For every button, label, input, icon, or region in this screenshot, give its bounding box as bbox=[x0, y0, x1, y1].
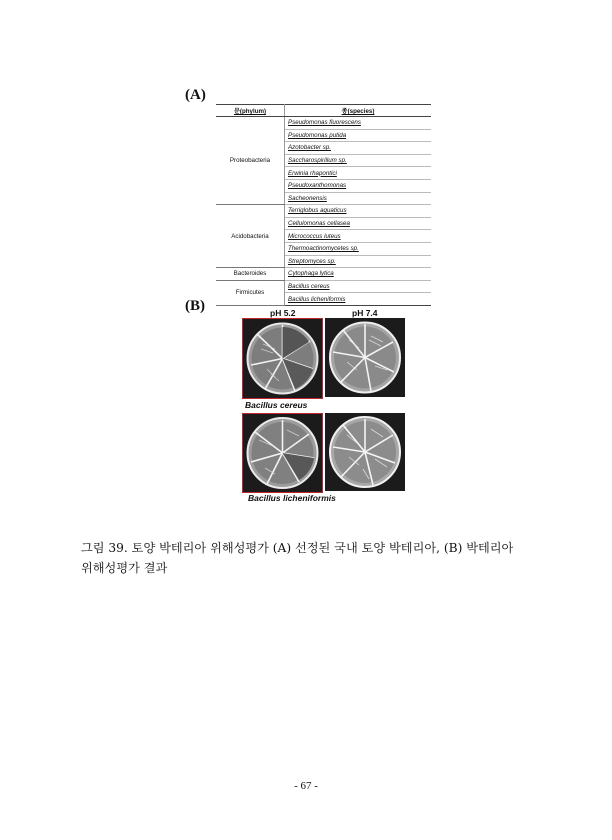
species-cell: Sacheonensis bbox=[285, 192, 432, 205]
species-cell: Cellulomonas cellasea bbox=[285, 217, 432, 230]
species-cell: Bacillus licheniformis bbox=[288, 295, 346, 303]
phylum-cell: Acidobacteria bbox=[216, 205, 285, 268]
species-cell: Micrococcus luteus bbox=[285, 230, 432, 243]
species-cell: Pseudoxanthomonas bbox=[285, 179, 432, 192]
ph-high-label: pH 7.4 bbox=[352, 308, 378, 318]
header-species: 종(species) bbox=[285, 105, 432, 117]
panel-b-label: (B) bbox=[185, 298, 205, 314]
species-table bbox=[216, 104, 431, 306]
header-phylum: 문(phylum) bbox=[216, 105, 285, 117]
species-cell: Thermoactinomycetes sp. bbox=[285, 242, 432, 255]
table-row bbox=[216, 205, 431, 218]
petri-dish-image bbox=[325, 413, 405, 491]
species-cell: Pseudomonas fluorescens bbox=[285, 117, 432, 130]
species-cell: Pseudomonas putida bbox=[285, 129, 432, 142]
plate-cereus-ph-low bbox=[242, 318, 323, 399]
table-row bbox=[216, 280, 431, 293]
phylum-cell: Bacteroides bbox=[216, 268, 285, 281]
plate-cereus-ph-high bbox=[325, 318, 405, 397]
phylum-cell: Proteobacteria bbox=[216, 117, 285, 205]
petri-dish-image bbox=[325, 318, 405, 397]
caption-line-1: 그림 39. 토양 박테리아 위해성평가 (A) 선정된 국내 토양 박테리아, (B) 박테리아 bbox=[81, 541, 514, 555]
plate-licheniformis-ph-low bbox=[242, 413, 323, 493]
species-cell: Bacillus cereus bbox=[285, 280, 432, 293]
caption-line-2: 위해성평가 결과 bbox=[81, 561, 168, 575]
plate-licheniformis-ph-high bbox=[325, 413, 405, 491]
species-cell: Saccharospirillum sp. bbox=[285, 154, 432, 167]
petri-dish-image bbox=[243, 414, 322, 492]
species-cell: Cytophaga lytica bbox=[285, 268, 432, 281]
panel-a-label: (A) bbox=[185, 87, 206, 103]
page-number: - 67 - bbox=[294, 780, 318, 792]
figure-caption bbox=[81, 538, 551, 578]
species-cell: Erwinia rhapontici bbox=[285, 167, 432, 180]
organism-2-label: Bacillus licheniformis bbox=[248, 493, 336, 503]
organism-1-label: Bacillus cereus bbox=[245, 400, 308, 410]
petri-dish-image bbox=[243, 319, 322, 398]
phylum-cell: Firmicutes bbox=[216, 280, 285, 305]
table-row bbox=[216, 268, 431, 281]
ph-low-label: pH 5.2 bbox=[270, 308, 296, 318]
species-cell: Streptomyces sp. bbox=[285, 255, 432, 268]
species-cell: Azotobacter sp. bbox=[285, 142, 432, 155]
table-body bbox=[216, 117, 431, 306]
table-row bbox=[216, 117, 431, 130]
species-cell: Terriglobus aquaticus bbox=[285, 205, 432, 218]
